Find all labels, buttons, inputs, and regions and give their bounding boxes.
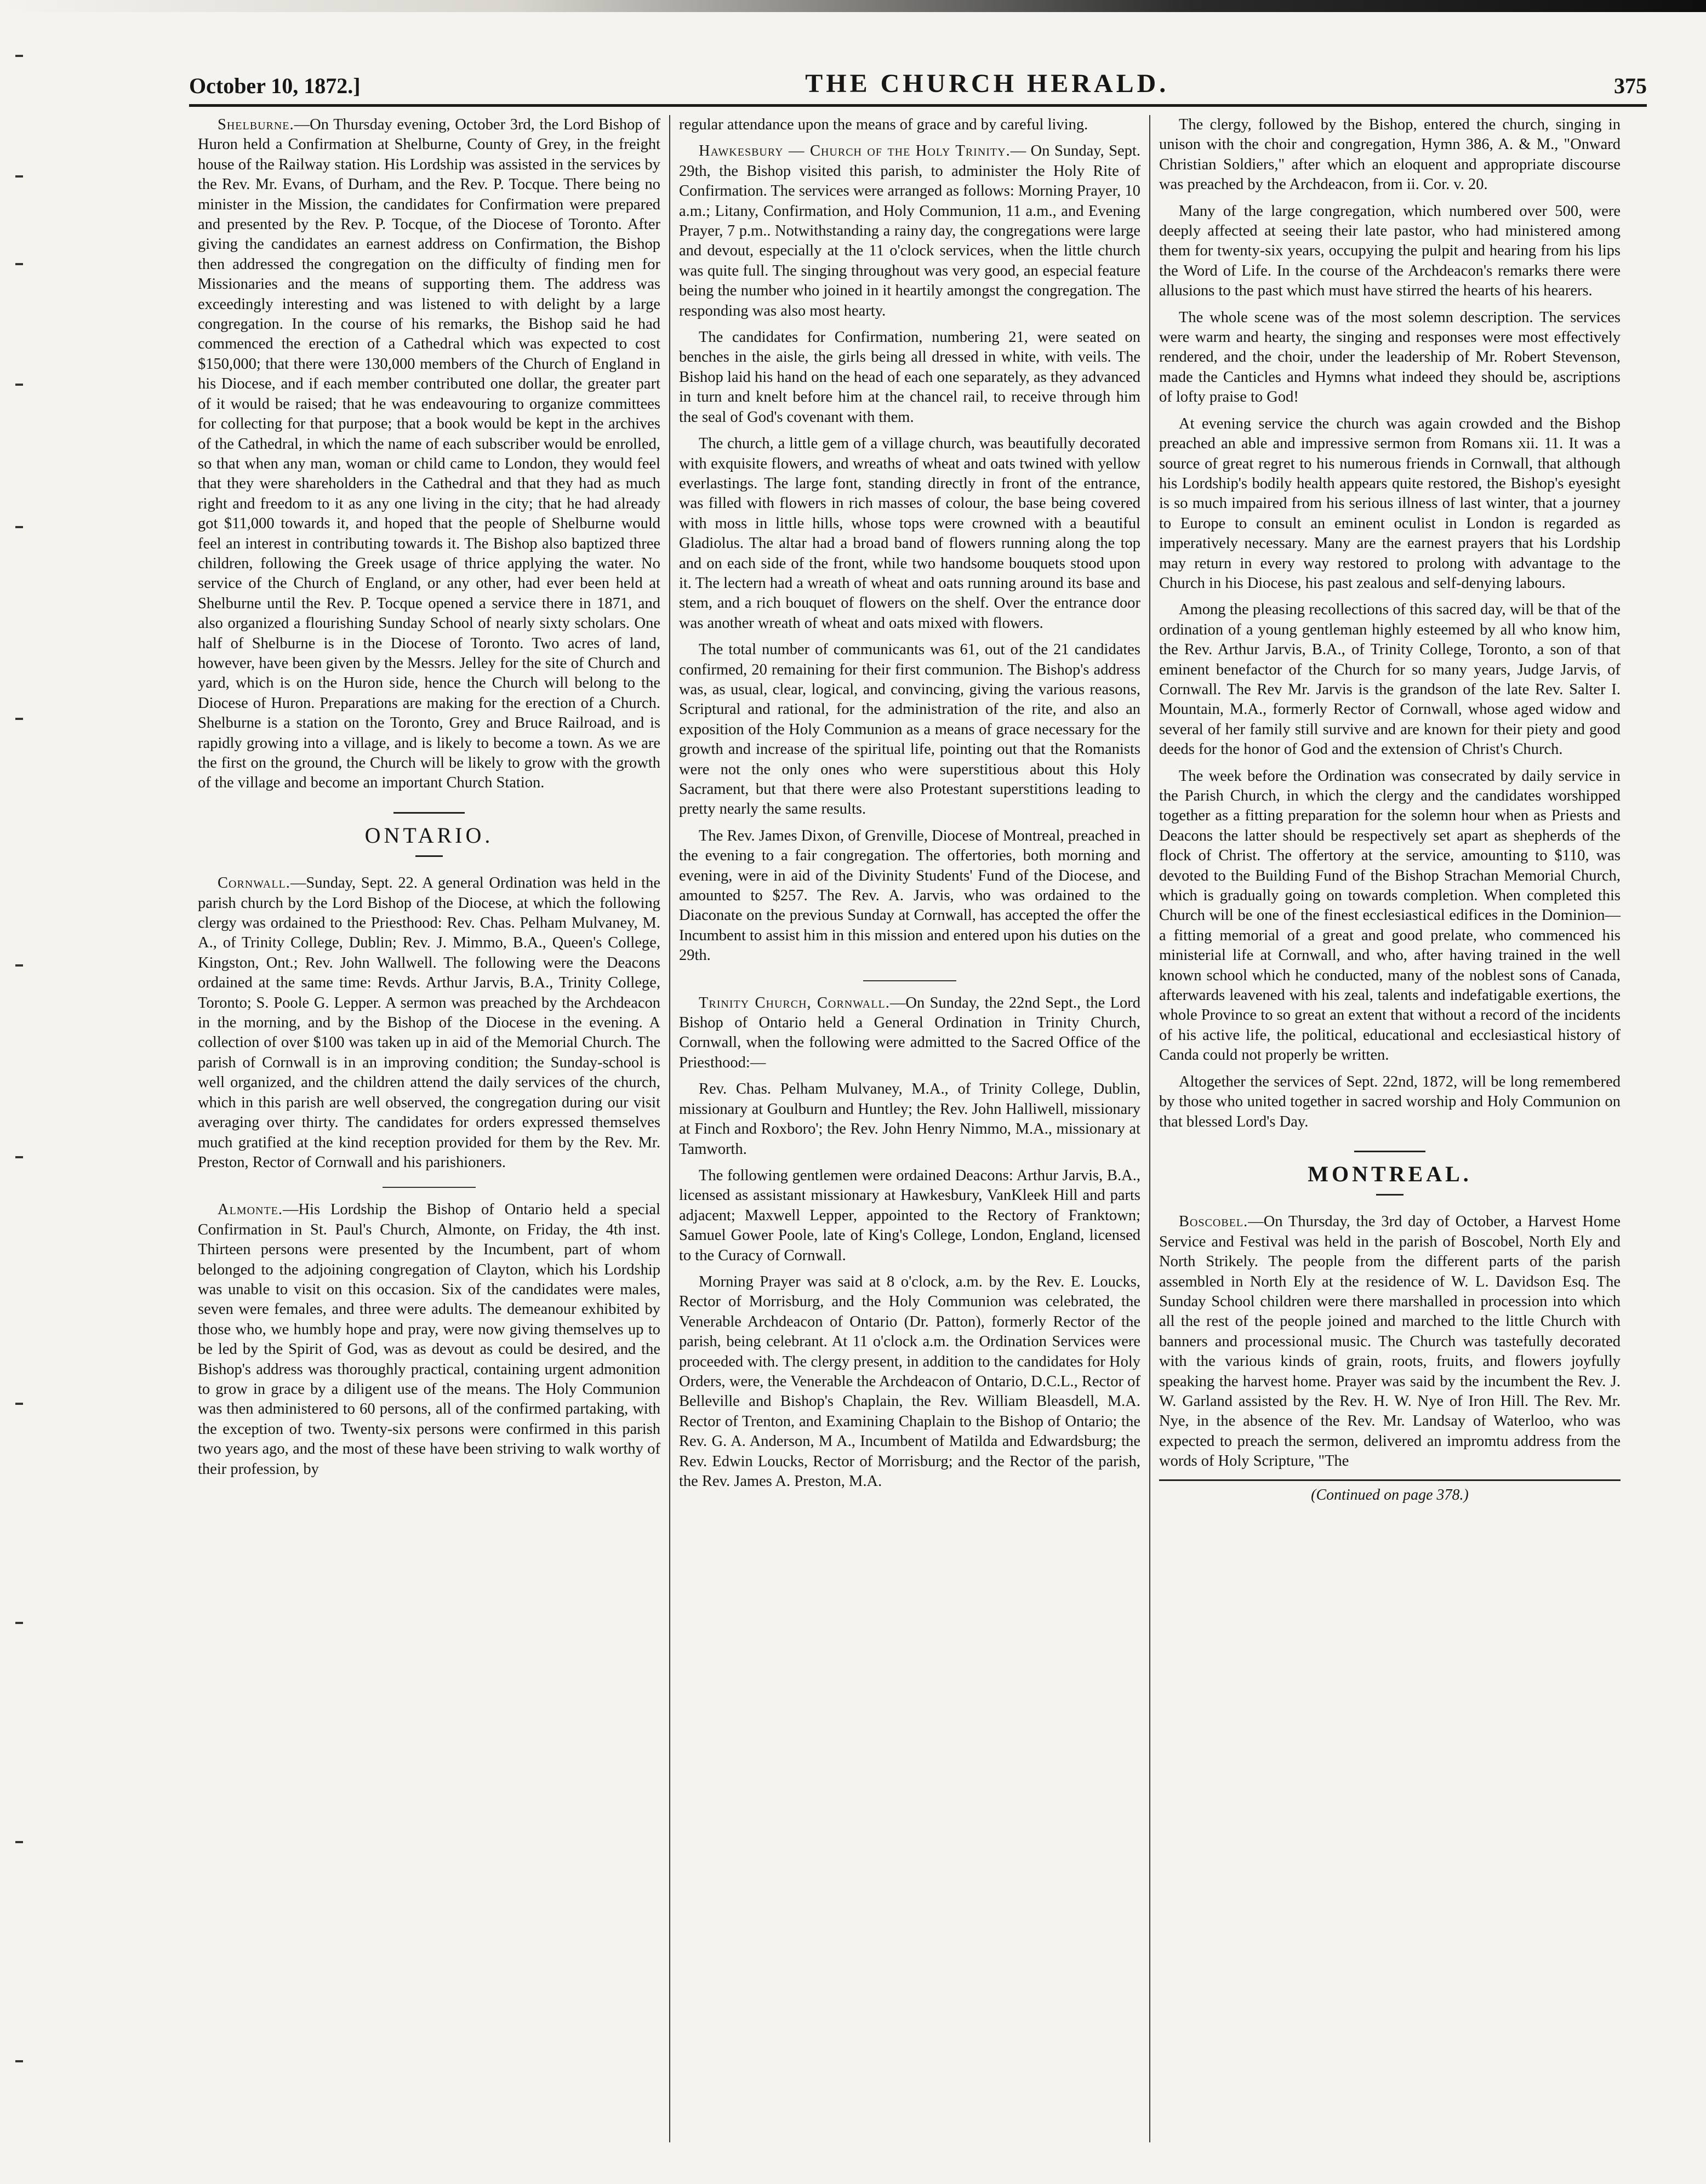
continued-note: (Continued on page 378.) — [1159, 1479, 1621, 1505]
article-lead: Hawkesbury — Church of the Holy Trinity. — [699, 142, 1011, 160]
heading-rule — [1354, 1151, 1425, 1152]
article-shelburne — [198, 115, 660, 793]
heading-rule — [393, 812, 465, 814]
article-divider — [383, 1187, 476, 1188]
article-trinity-cornwall — [679, 993, 1140, 1073]
masthead: THE CHURCH HERALD. — [805, 69, 1169, 98]
article-divider — [863, 980, 956, 981]
article-body: —On Thursday evening, October 3rd, the Lord Bishop of Huron held a Confirmation at Shelburne, County of Grey, in the freight house of the Railway station. His Lordship was assisted in the services by the Rev. Mr. Evans, of Durham, and the Rev. P. Tocque. There being no minister in the Mission, the candidates for Confirmation were prepared and presented by the Rev. P. Tocque, of the Diocese of Toronto. After giving the candidates an earnest address on Confirmation, the Bishop then addressed the congregation on the difficulty of finding men for Missionaries and the means of supporting them. The address was exceedingly interesting and was listened to with delight by a large congregation. In the course of his remarks, the Bishop said he had commenced the erection of a Cathedral which was expected to cost $150,000; that there were 130,000 members of the Church of England in his Diocese, and if each member contributed one dollar, the greater part of it would be raised; that he was endeavouring to organize committees for collecting for that purpose; that a book would be kept in the archives of the Cathedral, in which the name of each subscriber would be enrolled, so that when any man, woman or child came to London, they would feel that they were shareholders in the Cathedral and that they had as much right and freedom to it as any one living in the city; that he had already got $11,000 towards it, and hoped that the people of Shelburne would feel an interest in contributing towards it. The Bishop also baptized three children, following the Greek usage of thrice applying the water. No service of the Church of England, or any other, had ever been held at Shelburne until the Rev. P. Tocque opened a service there in 1871, and also organized a flourishing Sunday School of nearly sixty scholars. One half of Shelburne is in the Diocese of Toronto. Two acres of land, however, have been given by the Messrs. Jelley for the site of Church and yard, which is on the Huron side, hence the Church will belong to the Diocese of Huron. Preparations are making for the erection of a Church. Shelburne is a station on the Toronto, Grey and Bruce Railroad, and is rapidly growing into a village, and is likely to become a town. As we are the first on the ground, the Church will be likely to grow with the growth of the village and become an important Church Station. — [198, 116, 660, 792]
article-lead: Trinity Church, Cornwall. — [699, 994, 890, 1011]
article-lead: Almonte. — [218, 1201, 283, 1219]
section-title: ONTARIO. — [364, 822, 494, 848]
page-header — [189, 60, 1647, 107]
paragraph: The clergy, followed by the Bishop, entered the church, singing in unison with the choir and congregation, Hymn 386, A. & M., "Onward Christian Soldiers," after which an eloquent and appropriate discourse was preached by the Archdeacon, from ii. Cor. v. 20. — [1159, 116, 1621, 193]
column-3 — [1149, 115, 1629, 2142]
paragraph: The total number of communicants was 61, out of the 21 candidates confirmed, 20 remaining for their first communion. The Bishop's address was, as usual, clear, logical, and convincing, giving the various reasons, Scriptural and rational, for the administration of the rite, and also an exposition of the Holy Communion as a means of grace necessary for the growth and increase of the spiritual life, pointing out that the Romanists were not the only ones who were superstitious about this Holy Sacrament, but that there were also Protestant superstitions leading to pretty nearly the same results. — [679, 641, 1140, 818]
heading-rule — [415, 855, 443, 857]
paragraph: The Rev. James Dixon, of Grenville, Diocese of Montreal, preached in the evening to a fair congregation. The offertories, both morning and evening, were in aid of the Divinity Students' Fund of the Diocese, and amounted to $257. The Rev. A. Jarvis, who was ordained to the Diaconate on the previous Sunday at Cornwall, has accepted the offer the Incumbent to assist him in this mission and entered upon his duties on the 29th. — [679, 827, 1140, 964]
paragraph: The church, a little gem of a village church, was beautifully decorated with exquisite flowers, and wreaths of wheat and oats twined with yellow everlastings. The large font, standing directly in front of the entrance, was filled with flowers in rich masses of colour, the base being covered with moss in little hills, whose tops were crowned with a beautiful Gladiolus. The altar had a broad band of flowers running along the top and on each side of the front, while two handsome bouquets stood upon it. The lectern had a wreath of wheat and oats running around its base and stem, and a rich bouquet of flowers on the shelf. Over the entrance door was another wreath of wheat and oats mixed with flowers. — [679, 435, 1140, 632]
heading-rule — [1376, 1194, 1403, 1196]
scan-edge-bar — [0, 0, 1706, 12]
paragraph: Altogether the services of Sept. 22nd, 1872, will be long remembered by those who united together in sacred worship and Holy Communion on that blessed Lord's Day. — [1159, 1073, 1621, 1130]
section-heading-montreal — [1159, 1151, 1621, 1196]
column-2 — [669, 115, 1149, 2142]
article-hawkesbury — [679, 141, 1140, 321]
paragraph: The week before the Ordination was consecrated by daily service in the Parish Church, in which the clergy and the candidates worshipped together as a fitting preparation for the solemn hour when as Priests and Deacons the latter should be respectively set apart as shepherds of the flock of Christ. The offertory at the service, amounting to $110, was devoted to the Building Fund of the Bishop Strachan Memorial Church, which is gradually going on towards completion. When completed this Church will be one of the finest ecclesiastical edifices in the Dominion—a fitting memorial of a great and good prelate, who commenced his ministerial life at Cornwall, and who, after having trained in the well known school which he conducted, many of the noblest sons of Canada, afterwards leavened with his zeal, talents and indefatigable exertions, the whole Province to so great an extent that without a record of the incidents of his active life, the political, educational and ecclesiastical history of Canda could not properly be written. — [1159, 767, 1621, 1064]
paragraph: The whole scene was of the most solemn description. The services were warm and hearty, the singing and responses were most effectively rendered, and the choir, under the leadership of Mr. Robert Stevenson, made the Canticles and Hymns what indeed they should be, ascriptions of lofty praise to God! — [1159, 308, 1621, 406]
article-columns — [189, 115, 1647, 2142]
paragraph: The candidates for Confirmation, numbering 21, were seated on benches in the aisle, the girls being all dressed in white, with veils. The Bishop laid his hand on the head of each one separately, as they advanced in turn and knelt before him at the chancel rail, to receive through him the seal of God's covenant with them. — [679, 329, 1140, 426]
page-number: 375 — [1613, 73, 1647, 98]
paragraph: Among the pleasing recollections of this sacred day, will be that of the ordination of a young gentleman highly esteemed by all who know him, the Rev. Arthur Jarvis, B.A., of Trinity College, Toronto, a son of that eminent benefactor of the Church for so many years, Judge Jarvis, of Cornwall. The Rev Mr. Jarvis is the grandson of the late Rev. Salter I. Mountain, M.A., formerly Rector of Cornwall, whose aged widow and several of her family still survive and are known for their piety and good deeds for the honor of God and the extension of Christ's Church. — [1159, 601, 1621, 758]
article-lead: Cornwall. — [218, 874, 290, 892]
article-body: —On Sunday, the 22nd Sept., the Lord Bishop of Ontario held a General Ordination in Trinity Church, Cornwall, when the following were admitted to the Sacred Office of the Priesthood:— — [679, 994, 1141, 1071]
newspaper-page — [137, 25, 1661, 2175]
paragraph: At evening service the church was again crowded and the Bishop preached an able and impressive sermon from Romans xii. 11. It was a source of great regret to his numerous friends in Cornwall, that although his Lordship's bodily health appears quite restored, the Bishop's eyesight is so much impaired from his serious illness of last winter, that a journey to Europe to consult an eminent oculist in London is regarded as imperatively necessary. Many are the earnest prayers that his Lordship may return in every way restored to prolong with advantage to the Church in his Diocese, his past zealous and self-denying labours. — [1159, 415, 1621, 592]
paragraph: The following gentlemen were ordained Deacons: Arthur Jarvis, B.A., licensed as assistant missionary at Hawkesbury, VanKleek Hill and parts adjacent; Maxwell Lepper, appointed to the Rectory of Franktown; Samuel Gower Poole, late of King's College, London, England, licensed to the Curacy of Cornwall. — [679, 1167, 1140, 1264]
article-cornwall — [198, 873, 660, 1173]
article-body: —His Lordship the Bishop of Ontario held a special Confirmation in St. Paul's Church, Almonte, on Friday, the 4th inst. Thirteen persons were presented by the Incumbent, part of whom belonged to the adjoining congregation of Clayton, which his Lordship was unable to visit on this occasion. Six of the candidates were males, seven were females, and three were adults. The demeanour exhibited by those who, we humbly hope and pray, were now giving themselves up to be led by the Spirit of God, was as devout as could be desired, and the Bishop's address was thoroughly practical, containing urgent admonition to grow in grace by a diligent use of the means. The Holy Communion was then administered to 60 persons, all of the confirmed partaking, with the exception of two. Twenty-six persons were confirmed in this parish two years ago, and the most of these have been striving to walk worthy of their profession, by — [198, 1201, 660, 1478]
issue-date: October 10, 1872.] — [189, 73, 361, 98]
paragraph: Rev. Chas. Pelham Mulvaney, M.A., of Trinity College, Dublin, missionary at Goulburn and Huntley; the Rev. John Halliwell, missionary at Finch and Roxboro'; the Rev. John Henry Nimmo, M.A., missionary at Tamworth. — [679, 1080, 1140, 1158]
article-lead: Boscobel. — [1179, 1213, 1248, 1231]
article-boscobel — [1159, 1212, 1621, 1471]
article-body: —Sunday, Sept. 22. A general Ordination was held in the parish church by the Lord Bishop of the Diocese, at which the following clergy was ordained to the Priesthood: Rev. Chas. Pelham Mulvaney, M. A., of Trinity College, Dublin; Rev. J. Mimmo, B.A., Queen's College, Kingston, Ont.; Rev. John Wallwell. The following were the Deacons ordained at the same time: Revds. Arthur Jarvis, B.A., Trinity College, Toronto; S. Poole G. Lepper. A sermon was preached by the Archdeacon in the morning, and by the Bishop of the Diocese in the evening. A collection of over $100 was taken up in aid of the Memorial Church. The parish of Cornwall is in an improving condition; the Sunday-school is well organized, and the children attend the daily services of the church, which in this parish are well observed, the congregation during our visit averaging over thirty. The candidates for orders expressed themselves much gratified at the kind reception provided for them by the Rev. Mr. Preston, Rector of Cornwall and his parishioners. — [198, 874, 660, 1171]
section-heading-ontario — [198, 812, 660, 857]
section-title: MONTREAL. — [1308, 1161, 1472, 1186]
column-1 — [189, 115, 669, 2142]
article-lead: Shelburne. — [218, 116, 294, 133]
binding-margin — [11, 33, 44, 2170]
article-body: —On Thursday, the 3rd day of October, a Harvest Home Service and Festival was held in the parish of Boscobel, North Ely and North Strikely. The people from the different parts of the parish assembled in North Ely at the residence of W. L. Davidson Esq. The Sunday School children were there marshalled in procession into which all the rest of the people joined and marched to the little Church with banners and processional music. The Church was tastefully decorated with the various kinds of grain, roots, fruits, and flowers joyfully speaking the harvest home. Prayer was said by the incumbent the Rev. J. W. Garland assisted by the Rev. H. W. Nye of Iron Hill. The Rev. Mr. Nye, in the absence of the Rev. Mr. Landsay of Waterloo, who was expected to preach the sermon, delivered an impromtu address from the words of Holy Scripture, "The — [1159, 1213, 1621, 1470]
article-continuation: regular attendance upon the means of grace and by careful living. — [679, 116, 1088, 133]
article-body: — On Sunday, Sept. 29th, the Bishop visited this parish, to administer the Holy Rite of Confirmation. The services were arranged as follows: Morning Prayer, 10 a.m.; Litany, Confirmation, and Holy Communion, 11 a.m., and Evening Prayer, 7 p.m.. Notwithstanding a rainy day, the congregations were large and devout, especially at the 11 o'clock services, when the little church was quite full. The singing throughout was very good, an especial feature being the number who joined in it heartily amongst the congregation. The responding was also most hearty. — [679, 142, 1140, 319]
paragraph: Many of the large congregation, which numbered over 500, were deeply affected at seeing their late pastor, who had ministered among them for twenty-six years, occupying the pulpit and hearing from his lips the Word of Life. In the course of the Archdeacon's remarks there were allusions to the past which must have stirred the hearts of his hearers. — [1159, 202, 1621, 300]
article-almonte — [198, 1200, 660, 1479]
paragraph: Morning Prayer was said at 8 o'clock, a.m. by the Rev. E. Loucks, Rector of Morrisburg, and the Holy Communion was celebrated, the Venerable Archdeacon of Ontario (Dr. Patton), formerly Rector of the parish, being celebrant. At 11 o'clock a.m. the Ordination Services were proceeded with. The clergy present, in addition to the candidates for Holy Orders, were, the Venerable the Archdeacon of Ontario, D.C.L., Rector of Belleville and Bishop's Chaplain, the Rev. William Bleasdell, M.A. Rector of Trenton, and Examining Chaplain to the Bishop of Ontario; the Rev. G. A. Anderson, M A., Incumbent of Matilda and Edwardsburg; the Rev. Edwin Loucks, Rector of Morrisburg; and the Rector of the parish, the Rev. James A. Preston, M.A. — [679, 1273, 1140, 1490]
